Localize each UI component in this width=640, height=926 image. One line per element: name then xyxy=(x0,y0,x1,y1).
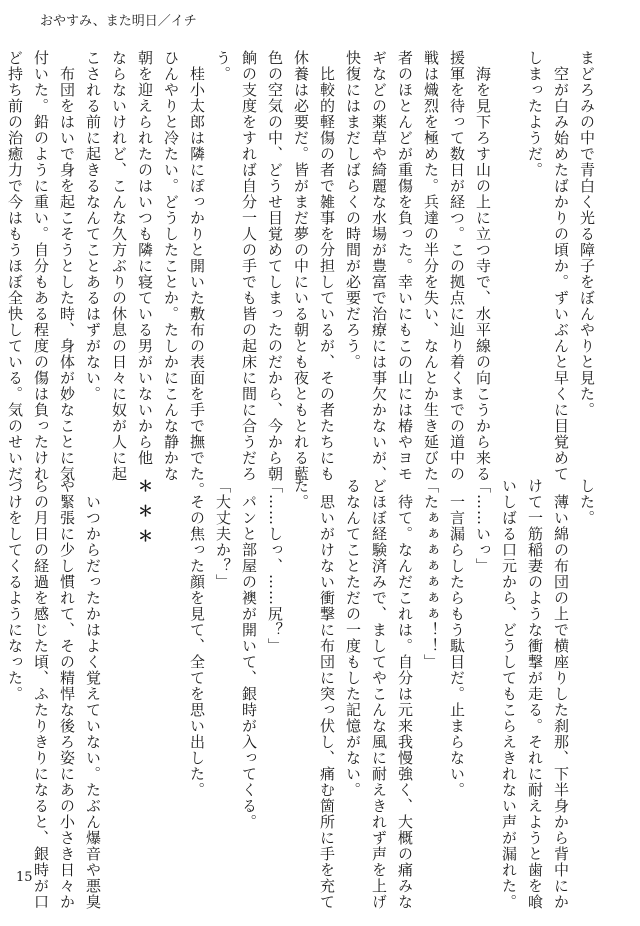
text-column: 朝を迎えられたのはいつも隣に寝ている男がいないから他 xyxy=(136,50,154,466)
text-column: 桂小太郎は隣にぽっかりと開いた敷布の表面を手で撫でた。 xyxy=(188,50,206,498)
text-column: ならないけれど、こんな久方ぶりの休息の日々に奴が人に起 xyxy=(110,50,128,482)
text-column: まどろみの中で青白く光る障子をぼんやりと見た。 xyxy=(578,50,596,418)
column-gap xyxy=(496,50,522,450)
text-column: 布団をはいで身を起こそうとした時、身体が妙なことに気 xyxy=(58,50,76,482)
text-column: 思いがけない衝撃に布団に突っ伏し、痛む箇所に手を充て xyxy=(318,478,336,910)
text-column: ギなどの薬草や綺麗な水場が豊富で治療には事欠かないが、 xyxy=(370,50,388,482)
section-break: ＊＊＊ xyxy=(136,478,154,553)
text-column: 援軍を待って数日が経つ。この拠点に辿り着くまでの道中の xyxy=(448,50,466,482)
text-column: た。 xyxy=(292,478,310,510)
text-column: パンと部屋の襖が開いて、銀時が入ってくる。 xyxy=(240,478,258,830)
text-column: 餉の支度をすれば自分一人の手でも皆の起床に間に合うだろ xyxy=(240,50,258,482)
text-column: 「大丈夫か？」 xyxy=(214,478,232,590)
text-column: 者のほとんどが重傷を負った。幸いにもこの山には椿やヨモ xyxy=(396,50,414,482)
text-column: う。 xyxy=(214,50,232,82)
page-number: 15 xyxy=(16,870,33,885)
text-column: ひんやりと冷たい。どうしたことか。たしかにこんな静かな xyxy=(162,50,180,482)
text-column: どほぼ経験済みで、ましてやこんな風に耐えきれず声を上げ xyxy=(370,478,388,910)
text-column: した。 xyxy=(578,478,596,526)
text-column: いしばる口元から、どうしてもこらえきれない声が漏れた。 xyxy=(500,478,518,910)
text-column: 薄い綿の布団の上で横座りした刹那、下半身から背中にか xyxy=(552,478,570,910)
text-column: 付いた。鉛のように重い。自分もある程度の傷は負ったけれ xyxy=(32,50,50,482)
text-column: 待て。なんだこれは。自分は元来我慢強く、大概の痛みな xyxy=(396,478,414,910)
text-column: 一言漏らしたらもう駄目だ。止まらない。 xyxy=(448,478,466,798)
text-column: こされる前に起きるなんてことあるはずがない。 xyxy=(84,50,102,402)
text-column: 色の空気の中、どうせ目覚めてしまったのだから、今から朝 xyxy=(266,50,284,482)
text-column: 戦は熾烈を極めた。兵達の半分を失い、なんとか生き延びた xyxy=(422,50,440,482)
text-column: づけをしてくるようになった。 xyxy=(6,478,24,702)
text-column: らの月日の経過を感じた頃、ふたりきりになると、銀時が口 xyxy=(32,478,50,910)
text-column: 海を見下ろす山の上に立つ寺で、水平線の向こうから来る xyxy=(474,50,492,482)
text-block-top xyxy=(6,50,600,498)
running-title: おやすみ、また明日／イチ xyxy=(40,14,197,29)
column-gap xyxy=(106,478,132,878)
text-column: 「……しっ、……尻？」 xyxy=(266,478,284,654)
text-column: 「……いっ」 xyxy=(474,478,492,574)
text-column: 快復にはまだしばらくの時間が必要だろう。 xyxy=(344,50,362,370)
text-column: 「たぁぁぁぁぁぁぁ！！」 xyxy=(422,478,440,670)
text-column: けて一筋稲妻のような衝撃が走る。それに耐えようと歯を喰 xyxy=(526,478,544,910)
text-column xyxy=(0,50,2,450)
text-column: 休養は必要だ。皆がまだ夢の中にいる朝とも夜ともとれる藍 xyxy=(292,50,310,482)
text-column: や緊張に少し慣れて、その精悍な後ろ姿にあの小さき日々か xyxy=(58,478,76,910)
text-column: その焦った顔を見て、全てを思い出した。 xyxy=(188,478,206,798)
page-header xyxy=(40,14,197,30)
text-column: るなんてことただの一度もした記憶がない。 xyxy=(344,478,362,798)
text-column: しまったようだ。 xyxy=(526,50,544,178)
column-gap xyxy=(158,478,184,878)
text-column: いつからだったかはよく覚えていない。たぶん爆音や悪臭 xyxy=(84,478,102,910)
text-column: 空が白み始めたばかりの頃か。ずいぶんと早くに目覚めて xyxy=(552,50,570,482)
text-column: 比較的軽傷の者で雑事を分担しているが、その者たちにも xyxy=(318,50,336,482)
text-column: ど持ち前の治癒力で今はもうほぼ全快している。気のせいだ xyxy=(6,50,24,482)
